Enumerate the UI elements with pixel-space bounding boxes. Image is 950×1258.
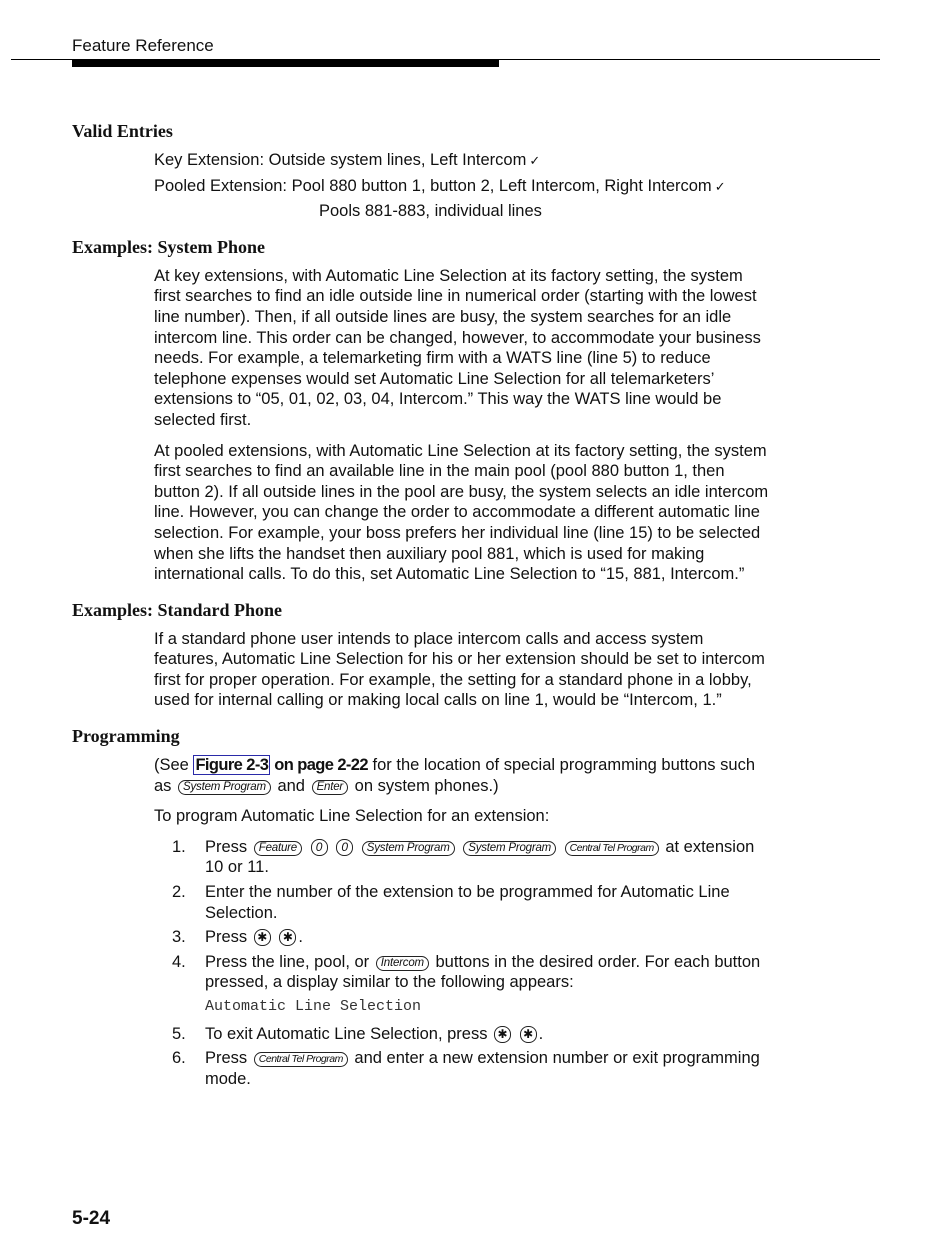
step-6: 6. Press Central Tel Program and enter a new extension number or exit programming mode. <box>172 1049 760 1088</box>
pooled-extension-text: Pooled Extension: Pool 880 button 1, button 2, Left Intercom, Right Intercom <box>154 176 712 195</box>
heading-programming: Programming <box>72 726 180 747</box>
page-reference: on page 2-22 <box>270 756 368 775</box>
running-header: Feature Reference <box>72 36 214 55</box>
display-text: Automatic Line Selection <box>205 998 422 1015</box>
step-2: 2. Enter the number of the extension to be programmed for Automatic Line Selection. <box>172 883 730 922</box>
page-number: 5-24 <box>72 1208 111 1229</box>
feature-key: Feature <box>254 841 302 856</box>
heading-valid-entries: Valid Entries <box>72 121 173 141</box>
enter-key: Enter <box>312 780 349 795</box>
programming-steps <box>154 837 772 1090</box>
section-examples-standard-phone <box>72 599 772 711</box>
heading-examples-standard-phone: Examples: Standard Phone <box>72 599 283 620</box>
step-1: 1. Press Feature 0 0 System Program System Program Central Tel Program at extension 10 or 11. <box>172 837 755 877</box>
star-key-icon: ✱ <box>494 1026 511 1043</box>
paragraph: At key extensions, with Automatic Line Selection at its factory setting, the system first searches to find an idle outside line in numerical order (starting with the lowest line number). Then, if all outside lines are busy, the system searches for an idle intercom line. This order can be changed, however, to accommodate your business needs. For example, a telemarketing firm with a WATS line (line 5) to reduce telephone expenses would set Automatic Line Selection for all telemarketers’ extensions to “05, 01, 02, 03, 04, Intercom.” This way the WATS line would be selected first. <box>154 266 761 429</box>
step-5: 5. To exit Automatic Line Selection, press ✱ ✱ . <box>172 1024 544 1043</box>
examples-standard-body <box>154 629 772 711</box>
intercom-key: Intercom <box>376 956 429 971</box>
paragraph: If a standard phone user intends to place intercom calls and access system features, Automatic Line Selection for his or her extension should be set to intercom first for proper operation. For example, the setting for a standard phone in a lobby, used for internal calling or making local calls on line 1, would be “Intercom, 1.” <box>154 629 765 710</box>
programming-body <box>154 755 772 1089</box>
star-key-icon: ✱ <box>520 1026 537 1043</box>
system-program-key: System Program <box>463 841 556 856</box>
central-tel-program-key: Central Tel Program <box>565 841 659 856</box>
programming-intro: To program Automatic Line Selection for an extension: <box>154 807 550 826</box>
entry-pooled-extension-cont: Pools 881-883, individual lines <box>319 202 542 221</box>
zero-key: 0 <box>336 839 353 856</box>
step-4: 4. Press the line, pool, or Intercom buttons in the desired order. For each button pressed, a display similar to the following appears: Automatic Line Selection <box>154 952 772 1020</box>
section-valid-entries <box>72 120 772 222</box>
entry-key-extension <box>154 150 772 172</box>
entry-pooled-extension <box>154 176 772 198</box>
see-figure-paragraph: (See Figure 2-3 on page 2-22 for the location of special programming buttons such as System Program and Enter on system phones.) <box>154 756 755 795</box>
section-examples-system-phone <box>72 236 772 585</box>
star-key-icon: ✱ <box>254 929 271 946</box>
figure-link[interactable]: Figure 2-3 <box>195 756 269 775</box>
key-extension-text: Key Extension: Outside system lines, Left Intercom <box>154 151 527 169</box>
section-programming <box>72 725 772 1089</box>
valid-entries-body <box>154 150 772 222</box>
header-bar <box>72 60 499 67</box>
step-3: 3. Press ✱ ✱ . <box>172 928 303 947</box>
star-key-icon: ✱ <box>279 929 296 946</box>
system-program-key: System Program <box>362 841 455 856</box>
paragraph: At pooled extensions, with Automatic Line Selection at its factory setting, the system first searches to find an available line in the main pool (pool 880 button 1, then button 2). If all outside lines in the pool are busy, the system selects an idle intercom line. However, you can change the order to accommodate a different automatic line selection. For example, your boss prefers her individual line (line 15) to be selected when she lifts the handset then auxiliary pool 881, which is used for making international calls. To do this, set Automatic Line Selection to “15, 881, Intercom.” <box>154 441 769 584</box>
page-content <box>72 120 772 1103</box>
system-program-key: System Program <box>178 780 271 795</box>
check-mark-icon: ✓ <box>714 178 726 194</box>
examples-system-body <box>154 266 772 585</box>
central-tel-program-key: Central Tel Program <box>254 1052 348 1067</box>
heading-examples-system-phone: Examples: System Phone <box>72 236 265 257</box>
check-mark-icon: ✓ <box>529 153 541 168</box>
zero-key: 0 <box>311 839 328 856</box>
